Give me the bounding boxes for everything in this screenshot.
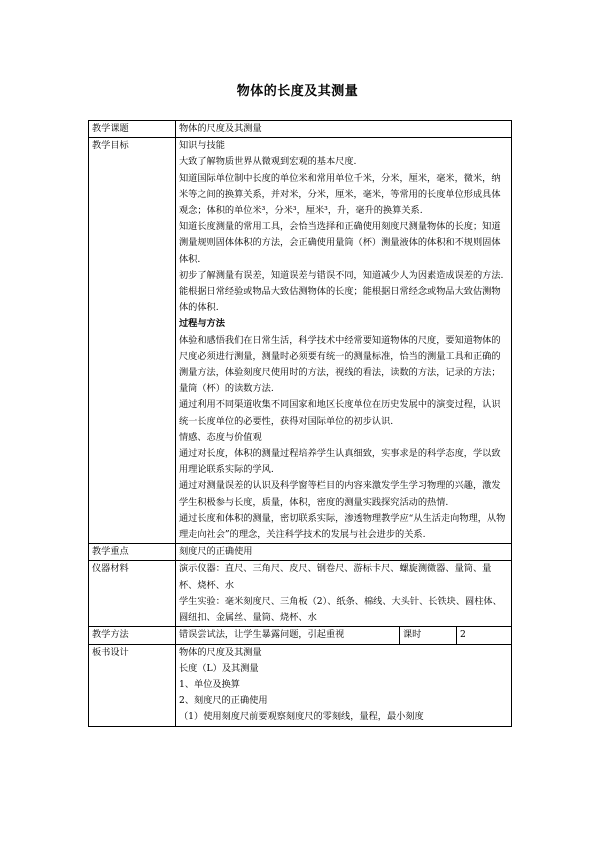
goal-paragraph: 能根据日常经验或物品大致估测物体的长度；能根据日常经念或物品大致估测物体的体积. <box>179 286 501 314</box>
row-method <box>89 627 512 644</box>
goal-paragraph: 知识与技能 <box>179 140 225 152</box>
materials-paragraph: 学生实验：毫米刻度尺、三角板（2）、纸条、棉线、大头针、长铁块、圆柱体、圆纽扣、金属丝、量筒、烧杯、水 <box>179 595 502 624</box>
goal-paragraph: 情感、态度与价值观 <box>179 431 262 443</box>
goal-paragraph: 通过对长度，体积的测量过程培养学生认真细致，实事求是的科学态度，学以致用理论联系实际的学风. <box>179 448 501 476</box>
row-focus <box>89 544 512 561</box>
goal-section-heading: 过程与方法 <box>179 318 225 330</box>
materials-label: 仪器材料 <box>89 561 176 627</box>
goal-paragraph: 体验和感悟我们在日常生活，科学技术中经常要知道物体的尺度，要知道物体的尺度必须进行测量，测量时必须要有统一的测量标准，恰当的测量工具和正确的测量方法，体验刻度尺使用时的方法，视线的看法，读数的方法，记录的方法；量筒（杯）的读数方法. <box>179 334 501 395</box>
goal-paragraph: 通过对测量误差的认识及科学窗等栏目的内容来激发学生学习物理的兴趣，激发学生积极参与长度，质量，体积，密度的测量实践探究活动的热情. <box>179 480 501 508</box>
row-materials <box>89 561 512 627</box>
board-content <box>176 644 512 726</box>
board-label: 板书设计 <box>89 644 176 726</box>
goal-paragraph: 知道长度测量的常用工具，会恰当选择和正确使用刻度尺测量物体的长度；知道测量规则固体体积的方法，会正确使用量筒（杯）测量液体的体积和不规则固体体积. <box>179 221 501 265</box>
board-line: 物体的尺度及其测量 <box>179 646 262 658</box>
method-value: 错误尝试法，让学生暴露问题，引起重视 <box>176 627 400 644</box>
goal-paragraph: 大致了解物质世界从微观到宏观的基本尺度. <box>179 156 357 168</box>
row-board <box>89 644 512 726</box>
goal-paragraph: 通过长度和体积的测量，密切联系实际，渗透物理教学应“从生活走向物理，从物理走向社会”的理念，关注科学技术的发展与社会进步的关系. <box>179 512 506 541</box>
time-value: 2 <box>456 627 511 644</box>
goals-label: 教学目标 <box>89 138 176 544</box>
document-title: 物体的长度及其测量 <box>236 84 359 99</box>
focus-label: 教学重点 <box>89 544 176 561</box>
focus-value: 刻度尺的正确使用 <box>176 544 512 561</box>
topic-label: 教学课题 <box>89 121 176 138</box>
row-topic <box>89 121 512 138</box>
materials-content <box>176 561 512 627</box>
goal-paragraph: 知道国际单位制中长度的单位米和常用单位千米，分米，厘米，毫米，微米，纳米等之间的换算关系，并对米，分米，厘米，毫米，等常用的长度单位形成具体观念；体积的单位米³，分米³，厘米³，升，毫升的换算关系. <box>179 172 501 217</box>
goal-paragraph: 通过利用不同渠道收集不同国家和地区长度单位在历史发展中的演变过程，认识统一长度单位的必要性，获得对国际单位的初步认识. <box>179 399 501 427</box>
board-line: 长度（L）及其测量 <box>179 662 259 674</box>
goal-paragraph: 初步了解测量有误差，知道误差与错误不同，知道减少人为因素造成误差的方法. <box>179 269 504 281</box>
time-label: 课时 <box>399 627 456 644</box>
row-goals <box>89 138 512 544</box>
materials-paragraph: 演示仪器：直尺、三角尺、皮尺、钢卷尺、游标卡尺、螺旋测微器、量筒、量杯、烧杯、水 <box>179 563 492 591</box>
goals-content <box>176 138 512 544</box>
board-line: （1）使用刻度尺前要观察刻度尺的零刻线，量程，最小刻度 <box>179 711 424 723</box>
topic-value: 物体的尺度及其测量 <box>176 121 512 138</box>
board-line: 1、单位及换算 <box>179 678 240 690</box>
method-label: 教学方法 <box>89 627 176 644</box>
board-line: 2、刻度尺的正确使用 <box>179 695 268 707</box>
lesson-plan-table <box>88 120 512 727</box>
